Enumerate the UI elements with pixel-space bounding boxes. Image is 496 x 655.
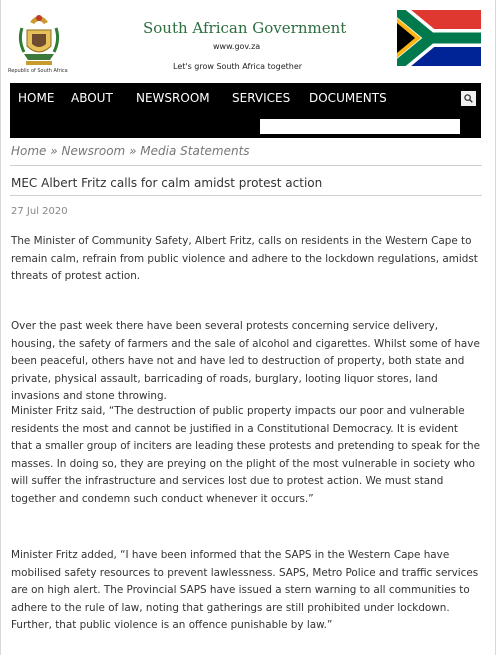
coat-of-arms-icon[interactable] xyxy=(10,8,68,76)
search-icon xyxy=(464,94,473,103)
site-title[interactable]: South African Government xyxy=(143,19,347,37)
breadcrumb-home[interactable]: Home xyxy=(11,144,47,158)
article-paragraph: Over the past week there have been several protests concerning service delivery, housing, the safety of farmers and the sale of alcohol and cigarettes. Whilst some of have been peaceful, others have not and have led to destruction of property, both state and private, physical assault, barricading of roads, burglary, looting liquor stores, land invasions and stone throwing. xyxy=(11,320,480,403)
coat-of-arms-caption: Republic of South Africa xyxy=(8,68,68,74)
nav-services[interactable]: SERVICES xyxy=(232,91,291,105)
divider xyxy=(10,165,482,166)
breadcrumb-newsroom[interactable]: Newsroom xyxy=(61,144,126,158)
nav-about[interactable]: ABOUT xyxy=(71,91,113,105)
site-url[interactable]: www.gov.za xyxy=(213,42,261,51)
article-title: MEC Albert Fritz calls for calm amidst protest action xyxy=(11,176,323,190)
breadcrumb-separator: » xyxy=(50,144,58,158)
south-africa-flag-icon xyxy=(397,10,481,66)
article-paragraph: Minister Fritz said, “The destruction of public property impacts our poor and vulnerable residents the most and cannot be justified in a Constitutional Democracy. It is evident that a smaller group of inciters are leading these protests and pretending to speak for the masses. In doing so, they are preying on the plight of the most vulnerable in society who will suffer the infrastructure and services lost due to protest action. We must stand together and condemn such conduct whenever it occurs.” xyxy=(11,405,480,505)
site-tagline: Let's grow South Africa together xyxy=(173,62,303,71)
nav-documents[interactable]: DOCUMENTS xyxy=(309,91,387,105)
breadcrumb xyxy=(11,144,250,158)
article-paragraph: The Minister of Community Safety, Albert Fritz, calls on residents in the Western Cape to remain calm, refrain from public violence and adhere to the lockdown regulations, amidst threats of protest action. xyxy=(11,235,478,283)
search-button[interactable] xyxy=(461,91,476,106)
main-nav xyxy=(10,83,481,138)
page-border-left xyxy=(0,0,1,655)
divider xyxy=(10,195,482,196)
nav-home[interactable]: HOME xyxy=(18,91,55,105)
breadcrumb-separator: » xyxy=(129,144,137,158)
article-paragraph: Minister Fritz added, “I have been informed that the SAPS in the Western Cape have mobilised safety resources to prevent lawlessness. SAPS, Metro Police and traffic services are on high alert. The Provincial SAPS have issued a stern warning to all communities to adhere to the rule of law, noting that gatherings are still prohibited under lockdown. Further, that public violence is an offence punishable by law.” xyxy=(11,549,479,632)
nav-newsroom[interactable]: NEWSROOM xyxy=(136,91,210,105)
article-date: 27 Jul 2020 xyxy=(11,206,68,217)
search-input[interactable] xyxy=(260,119,460,134)
breadcrumb-current[interactable]: Media Statements xyxy=(140,144,250,158)
